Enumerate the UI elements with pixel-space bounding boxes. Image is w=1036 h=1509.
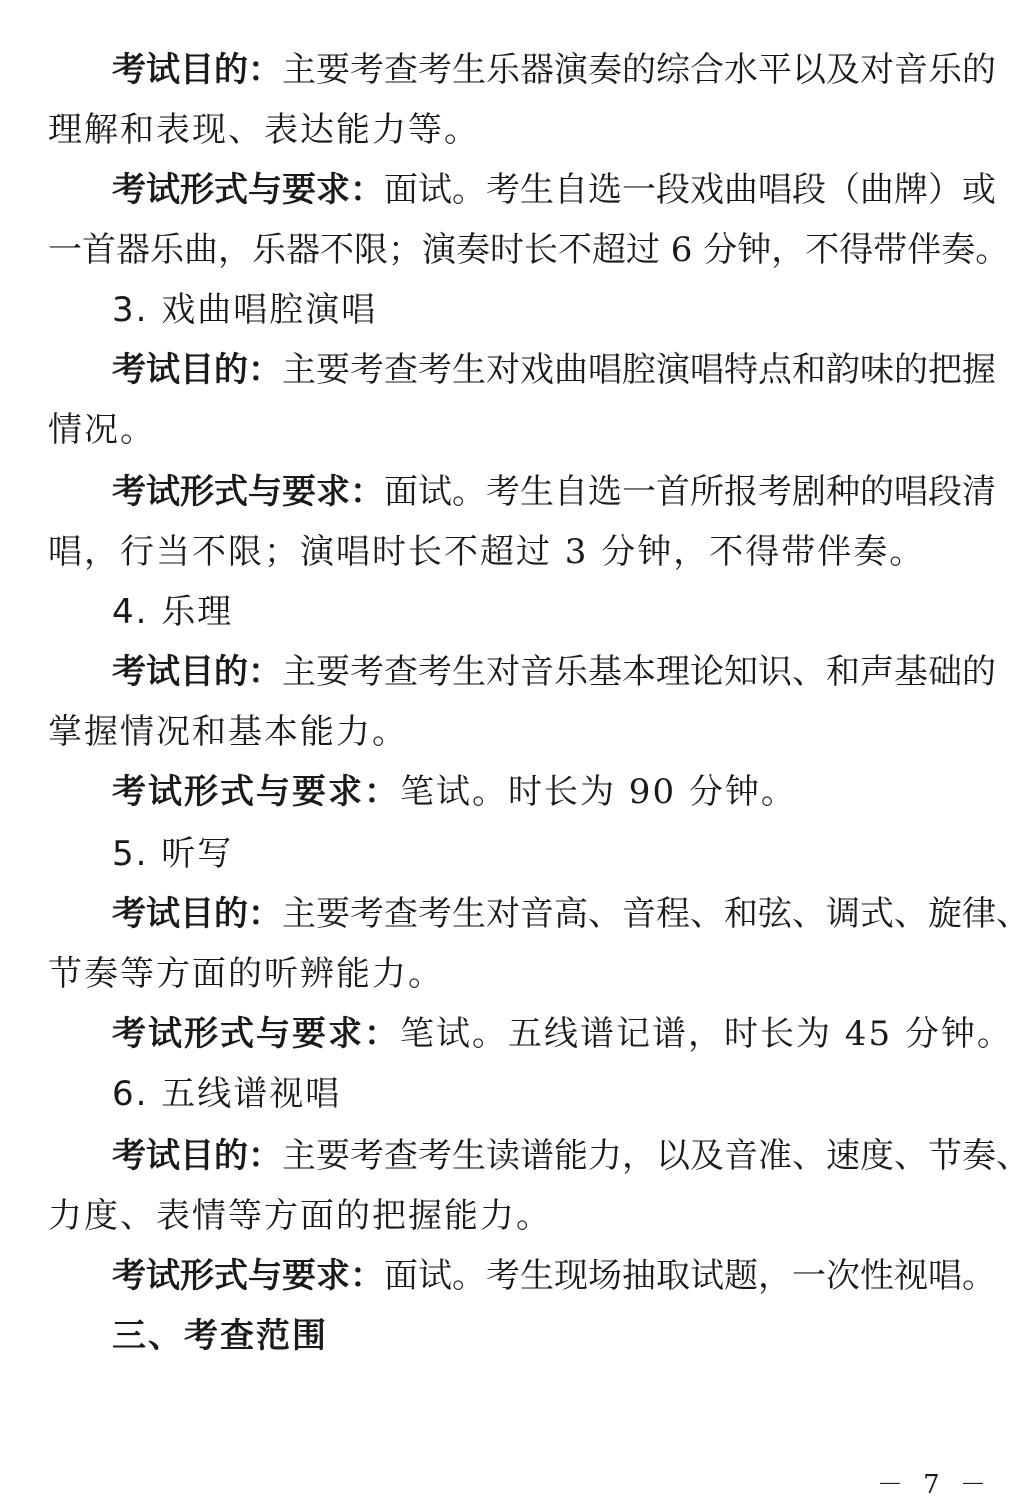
paragraph-line: 情况。	[48, 410, 156, 450]
paragraph-line	[112, 1004, 1013, 1064]
lead-label: 考试形式与要求：	[112, 170, 384, 210]
lead-label: 考试目的：	[112, 350, 282, 390]
body-text: 主要考查考生乐器演奏的综合水平以及对音乐的	[282, 50, 996, 90]
lead-label: 考试形式与要求：	[112, 1014, 400, 1054]
body-text: 面试。考生自选一首所报考剧种的唱段清	[384, 472, 996, 512]
section-heading: 3. 戏曲唱腔演唱	[112, 290, 378, 330]
lead-label: 考试目的：	[112, 894, 282, 934]
page-number: － 7 －	[876, 1470, 992, 1500]
body-text: 笔试。五线谱记谱，时长为 45 分钟。	[400, 1014, 1013, 1054]
body-text: 面试。考生自选一段戏曲唱段（曲牌）或	[384, 170, 996, 210]
paragraph-line	[112, 762, 994, 822]
paragraph-line	[112, 642, 994, 702]
paragraph-line	[112, 1126, 1030, 1186]
paragraph-line	[112, 340, 994, 400]
section-heading: 6. 五线谱视唱	[112, 1074, 342, 1114]
paragraph-line	[112, 40, 994, 100]
body-text: 主要考查考生对戏曲唱腔演唱特点和韵味的把握	[282, 350, 996, 390]
lead-label: 考试目的：	[112, 652, 282, 692]
section-title: 三、考查范围	[112, 1316, 328, 1356]
lead-label: 考试形式与要求：	[112, 1256, 384, 1296]
section-heading: 4. 乐理	[112, 592, 234, 632]
paragraph-line: 唱，行当不限；演唱时长不超过 3 分钟，不得带伴奏。	[48, 532, 926, 572]
paragraph-line: 理解和表现、表达能力等。	[48, 110, 480, 150]
body-text: 主要考查考生读谱能力，以及音准、速度、节奏、	[282, 1136, 1030, 1176]
lead-label: 考试形式与要求：	[112, 472, 384, 512]
body-text: 面试。考生现场抽取试题，一次性视唱。	[384, 1256, 996, 1296]
paragraph-line	[112, 462, 994, 522]
paragraph-line	[112, 160, 994, 220]
lead-label: 考试目的：	[112, 50, 282, 90]
section-heading: 5. 听写	[112, 834, 234, 874]
body-text: 主要考查考生对音高、音程、和弦、调式、旋律、	[282, 894, 1030, 934]
body-text: 主要考查考生对音乐基本理论知识、和声基础的	[282, 652, 996, 692]
lead-label: 考试目的：	[112, 1136, 282, 1176]
body-text: 笔试。时长为 90 分钟。	[400, 772, 797, 812]
paragraph-line: 一首器乐曲，乐器不限；演奏时长不超过 6 分钟，不得带伴奏。	[48, 230, 1010, 270]
lead-label: 考试形式与要求：	[112, 772, 400, 812]
paragraph-line: 节奏等方面的听辨能力。	[48, 954, 444, 994]
paragraph-line	[112, 884, 1030, 944]
paragraph-line: 力度、表情等方面的把握能力。	[48, 1196, 552, 1236]
paragraph-line	[112, 1246, 994, 1306]
paragraph-line: 掌握情况和基本能力。	[48, 712, 408, 752]
